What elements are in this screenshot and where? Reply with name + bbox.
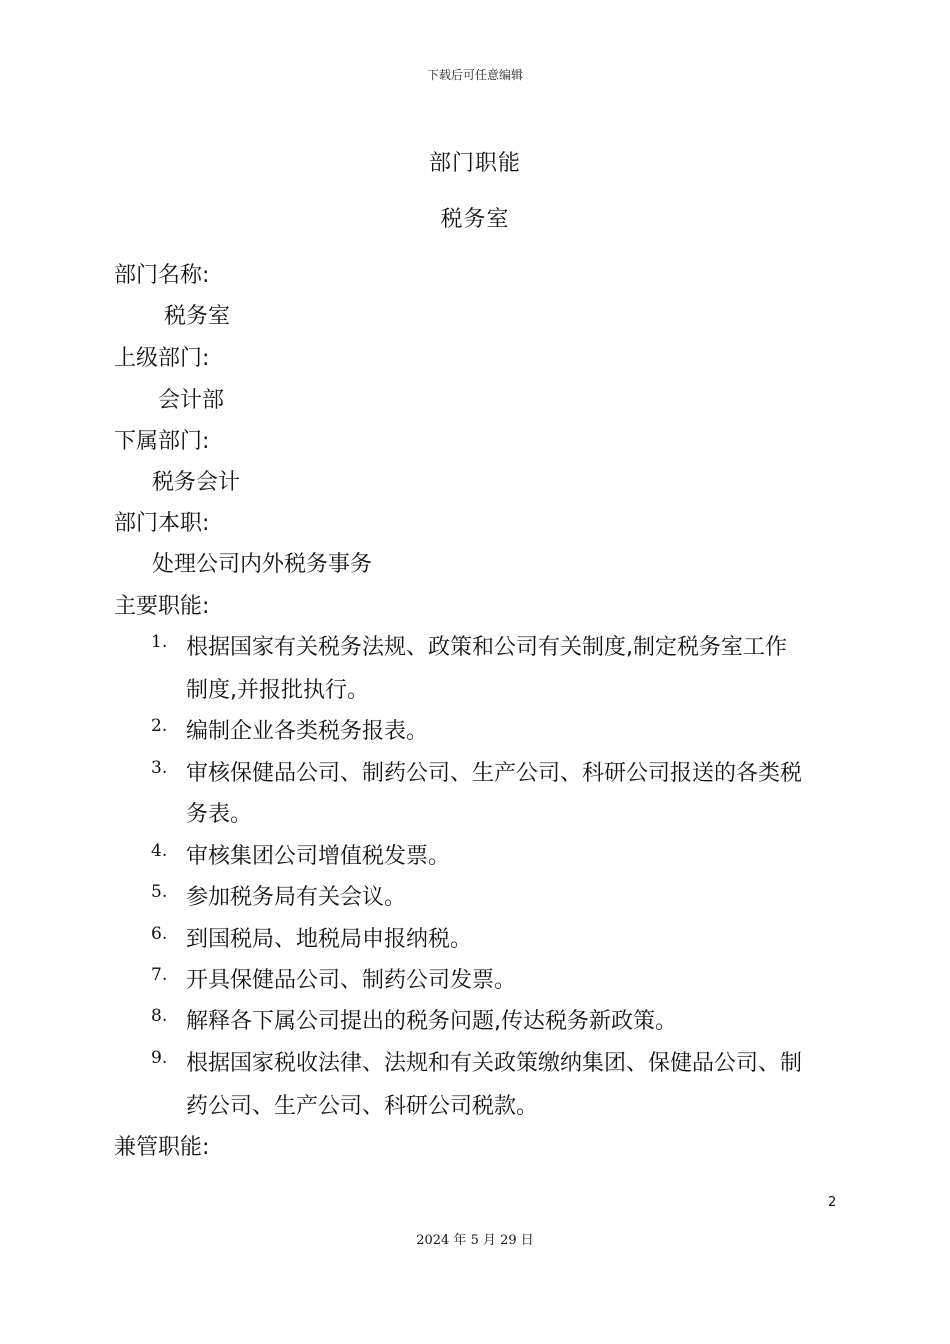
footer-date: 2024 年 5 月 29 日 bbox=[416, 1233, 534, 1248]
list-item-number: 9. bbox=[151, 1048, 168, 1068]
header-note: 下载后可任意编辑 bbox=[426, 68, 523, 82]
list-item: 到国税局、地税局申报纳税。 bbox=[186, 927, 473, 952]
list-item: 解释各下属公司提出的税务问题,传达税务新政策。 bbox=[186, 1009, 677, 1034]
list-item-number: 1. bbox=[151, 632, 168, 652]
main-functions-label: 主要职能: bbox=[114, 594, 210, 619]
list-item-continuation: 药公司、生产公司、科研公司税款。 bbox=[186, 1094, 539, 1119]
list-item: 编制企业各类税务报表。 bbox=[186, 719, 429, 744]
field-label-department-duty: 部门本职: bbox=[114, 511, 210, 536]
concurrent-functions-label: 兼管职能: bbox=[114, 1135, 210, 1160]
field-value-sub-department: 税务会计 bbox=[152, 470, 241, 495]
field-value-department-duty: 处理公司内外税务事务 bbox=[152, 552, 373, 577]
list-item: 参加税务局有关会议。 bbox=[186, 885, 407, 910]
list-item: 根据国家税收法律、法规和有关政策缴纳集团、保健品公司、制 bbox=[186, 1051, 803, 1076]
list-item-number: 3. bbox=[151, 758, 168, 778]
list-item-number: 7. bbox=[151, 965, 168, 985]
field-label-department-name: 部门名称: bbox=[114, 263, 210, 288]
list-item-continuation: 务表。 bbox=[186, 802, 253, 827]
list-item-number: 4. bbox=[151, 841, 168, 861]
list-item: 审核保健品公司、制药公司、生产公司、科研公司报送的各类税 bbox=[186, 761, 803, 786]
field-value-department-name: 税务室 bbox=[164, 304, 231, 329]
list-item-number: 2. bbox=[151, 716, 168, 736]
page-number: 2 bbox=[828, 1195, 837, 1210]
list-item-continuation: 制度,并报批执行。 bbox=[186, 678, 369, 703]
document-subtitle: 税务室 bbox=[440, 207, 510, 232]
list-item: 根据国家有关税务法规、政策和公司有关制度,制定税务室工作 bbox=[186, 635, 787, 660]
list-item: 审核集团公司增值税发票。 bbox=[186, 844, 451, 869]
field-label-parent-department: 上级部门: bbox=[114, 346, 210, 371]
field-label-sub-department: 下属部门: bbox=[114, 429, 210, 454]
list-item-number: 8. bbox=[151, 1006, 168, 1026]
field-value-parent-department: 会计部 bbox=[158, 388, 225, 413]
list-item: 开具保健品公司、制药公司发票。 bbox=[186, 968, 517, 993]
list-item-number: 5. bbox=[151, 882, 168, 902]
list-item-number: 6. bbox=[151, 924, 168, 944]
document-title: 部门职能 bbox=[428, 151, 521, 176]
